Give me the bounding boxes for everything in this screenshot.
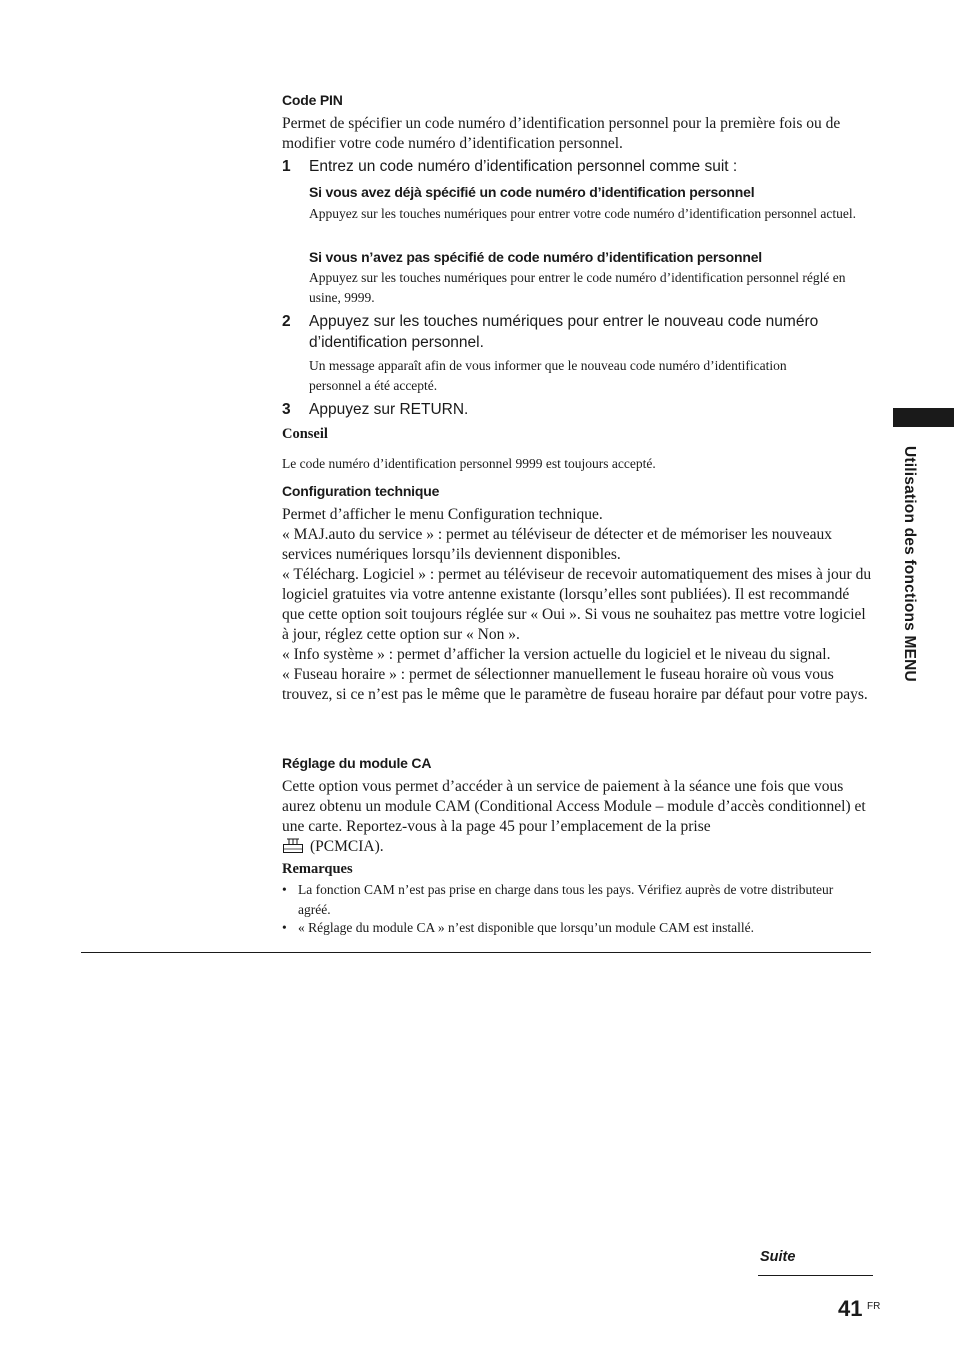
configuration-line: « Info système » : permet d’afficher la version actuelle du logiciel et le niveau du signal. bbox=[282, 646, 831, 663]
note-item bbox=[282, 880, 842, 919]
step-number: 2 bbox=[282, 313, 291, 330]
section-title-configuration: Configuration technique bbox=[282, 483, 440, 499]
note-text: « Réglage du module CA » n’est disponible que lorsqu’un module CAM est installé. bbox=[298, 920, 754, 935]
module-ca-text-main: Cette option vous permet d’accéder à un service de paiement à la séance une fois que vous aurez obtenu un module CAM (Conditional Access Module – module d’accès conditionnel) et une carte. Reportez-vous à la page 45 pour l’emplacement de la prise bbox=[282, 778, 866, 835]
section-divider bbox=[81, 952, 871, 953]
step-text: Appuyez sur RETURN. bbox=[309, 401, 469, 418]
side-tab-label: Utilisation des fonctions MENU bbox=[901, 446, 918, 682]
section-title-code-pin: Code PIN bbox=[282, 92, 343, 108]
configuration-body bbox=[282, 505, 874, 705]
configuration-line: « Fuseau horaire » : permet de sélectionner manuellement le fuseau horaire où vous vous trouvez, si ce n’est pas le même que le paramètre de fuseau horaire par défaut pour votre pays. bbox=[282, 666, 868, 703]
bullet-icon: • bbox=[282, 882, 287, 897]
language-code: FR bbox=[867, 1301, 881, 1312]
note-text: La fonction CAM n’est pas prise en charge dans tous les pays. Vérifiez auprès de votre distributeur agréé. bbox=[298, 882, 834, 917]
step-number: 3 bbox=[282, 401, 291, 418]
subsection-text: Appuyez sur les touches numériques pour entrer votre code numéro d’identification personnel actuel. bbox=[309, 206, 856, 221]
continued-label: Suite bbox=[760, 1249, 796, 1265]
continued-rule bbox=[758, 1275, 873, 1276]
section-title-module-ca: Réglage du module CA bbox=[282, 755, 432, 771]
subsection-text: Appuyez sur les touches numériques pour entrer le code numéro d’identification personnel réglé en usine, 9999. bbox=[309, 270, 846, 305]
step-number: 1 bbox=[282, 158, 291, 175]
notes-title: Remarques bbox=[282, 861, 353, 877]
page-number: 41 bbox=[838, 1296, 863, 1321]
module-ca-text-end: (PCMCIA). bbox=[310, 838, 384, 855]
step-note: Un message apparaît afin de vous informer que le nouveau code numéro d’identification personnel a été accepté. bbox=[309, 358, 787, 393]
subsection-title: Si vous avez déjà spécifié un code numéro d’identification personnel bbox=[309, 184, 755, 200]
configuration-line: Permet d’afficher le menu Configuration technique. bbox=[282, 506, 603, 523]
step-text: Entrez un code numéro d’identification personnel comme suit : bbox=[309, 158, 738, 175]
subsection-title: Si vous n’avez pas spécifié de code numéro d’identification personnel bbox=[309, 249, 762, 265]
step-text: Appuyez sur les touches numériques pour entrer le nouveau code numéro d’identification personnel. bbox=[309, 313, 819, 351]
pcmcia-slot-icon bbox=[282, 838, 304, 860]
tip-text: Le code numéro d’identification personnel 9999 est toujours accepté. bbox=[282, 456, 656, 471]
configuration-line: « Télécharg. Logiciel » : permet au téléviseur de recevoir automatiquement des mises à jour du logiciel gratuites via votre antenne existante (lorsqu’elles sont publiées). Il est recommandé que cette option soit toujours réglée sur « Oui ». Si vous ne souhaitez pas mettre votre logiciel à jour, réglez cette option sur « Non ». bbox=[282, 566, 872, 643]
configuration-line: « MAJ.auto du service » : permet au téléviseur de détecter et de mémoriser les nouveaux services numériques lorsqu’ils deviennent disponibles. bbox=[282, 526, 833, 563]
tip-title: Conseil bbox=[282, 426, 328, 442]
module-ca-text bbox=[282, 777, 874, 860]
bullet-icon: • bbox=[282, 920, 287, 935]
note-item bbox=[282, 918, 842, 938]
code-pin-intro: Permet de spécifier un code numéro d’identification personnel pour la première fois ou de modifier votre code numéro d’identification personnel. bbox=[282, 115, 841, 152]
side-tab-marker bbox=[893, 408, 954, 427]
notes-list bbox=[282, 880, 842, 938]
